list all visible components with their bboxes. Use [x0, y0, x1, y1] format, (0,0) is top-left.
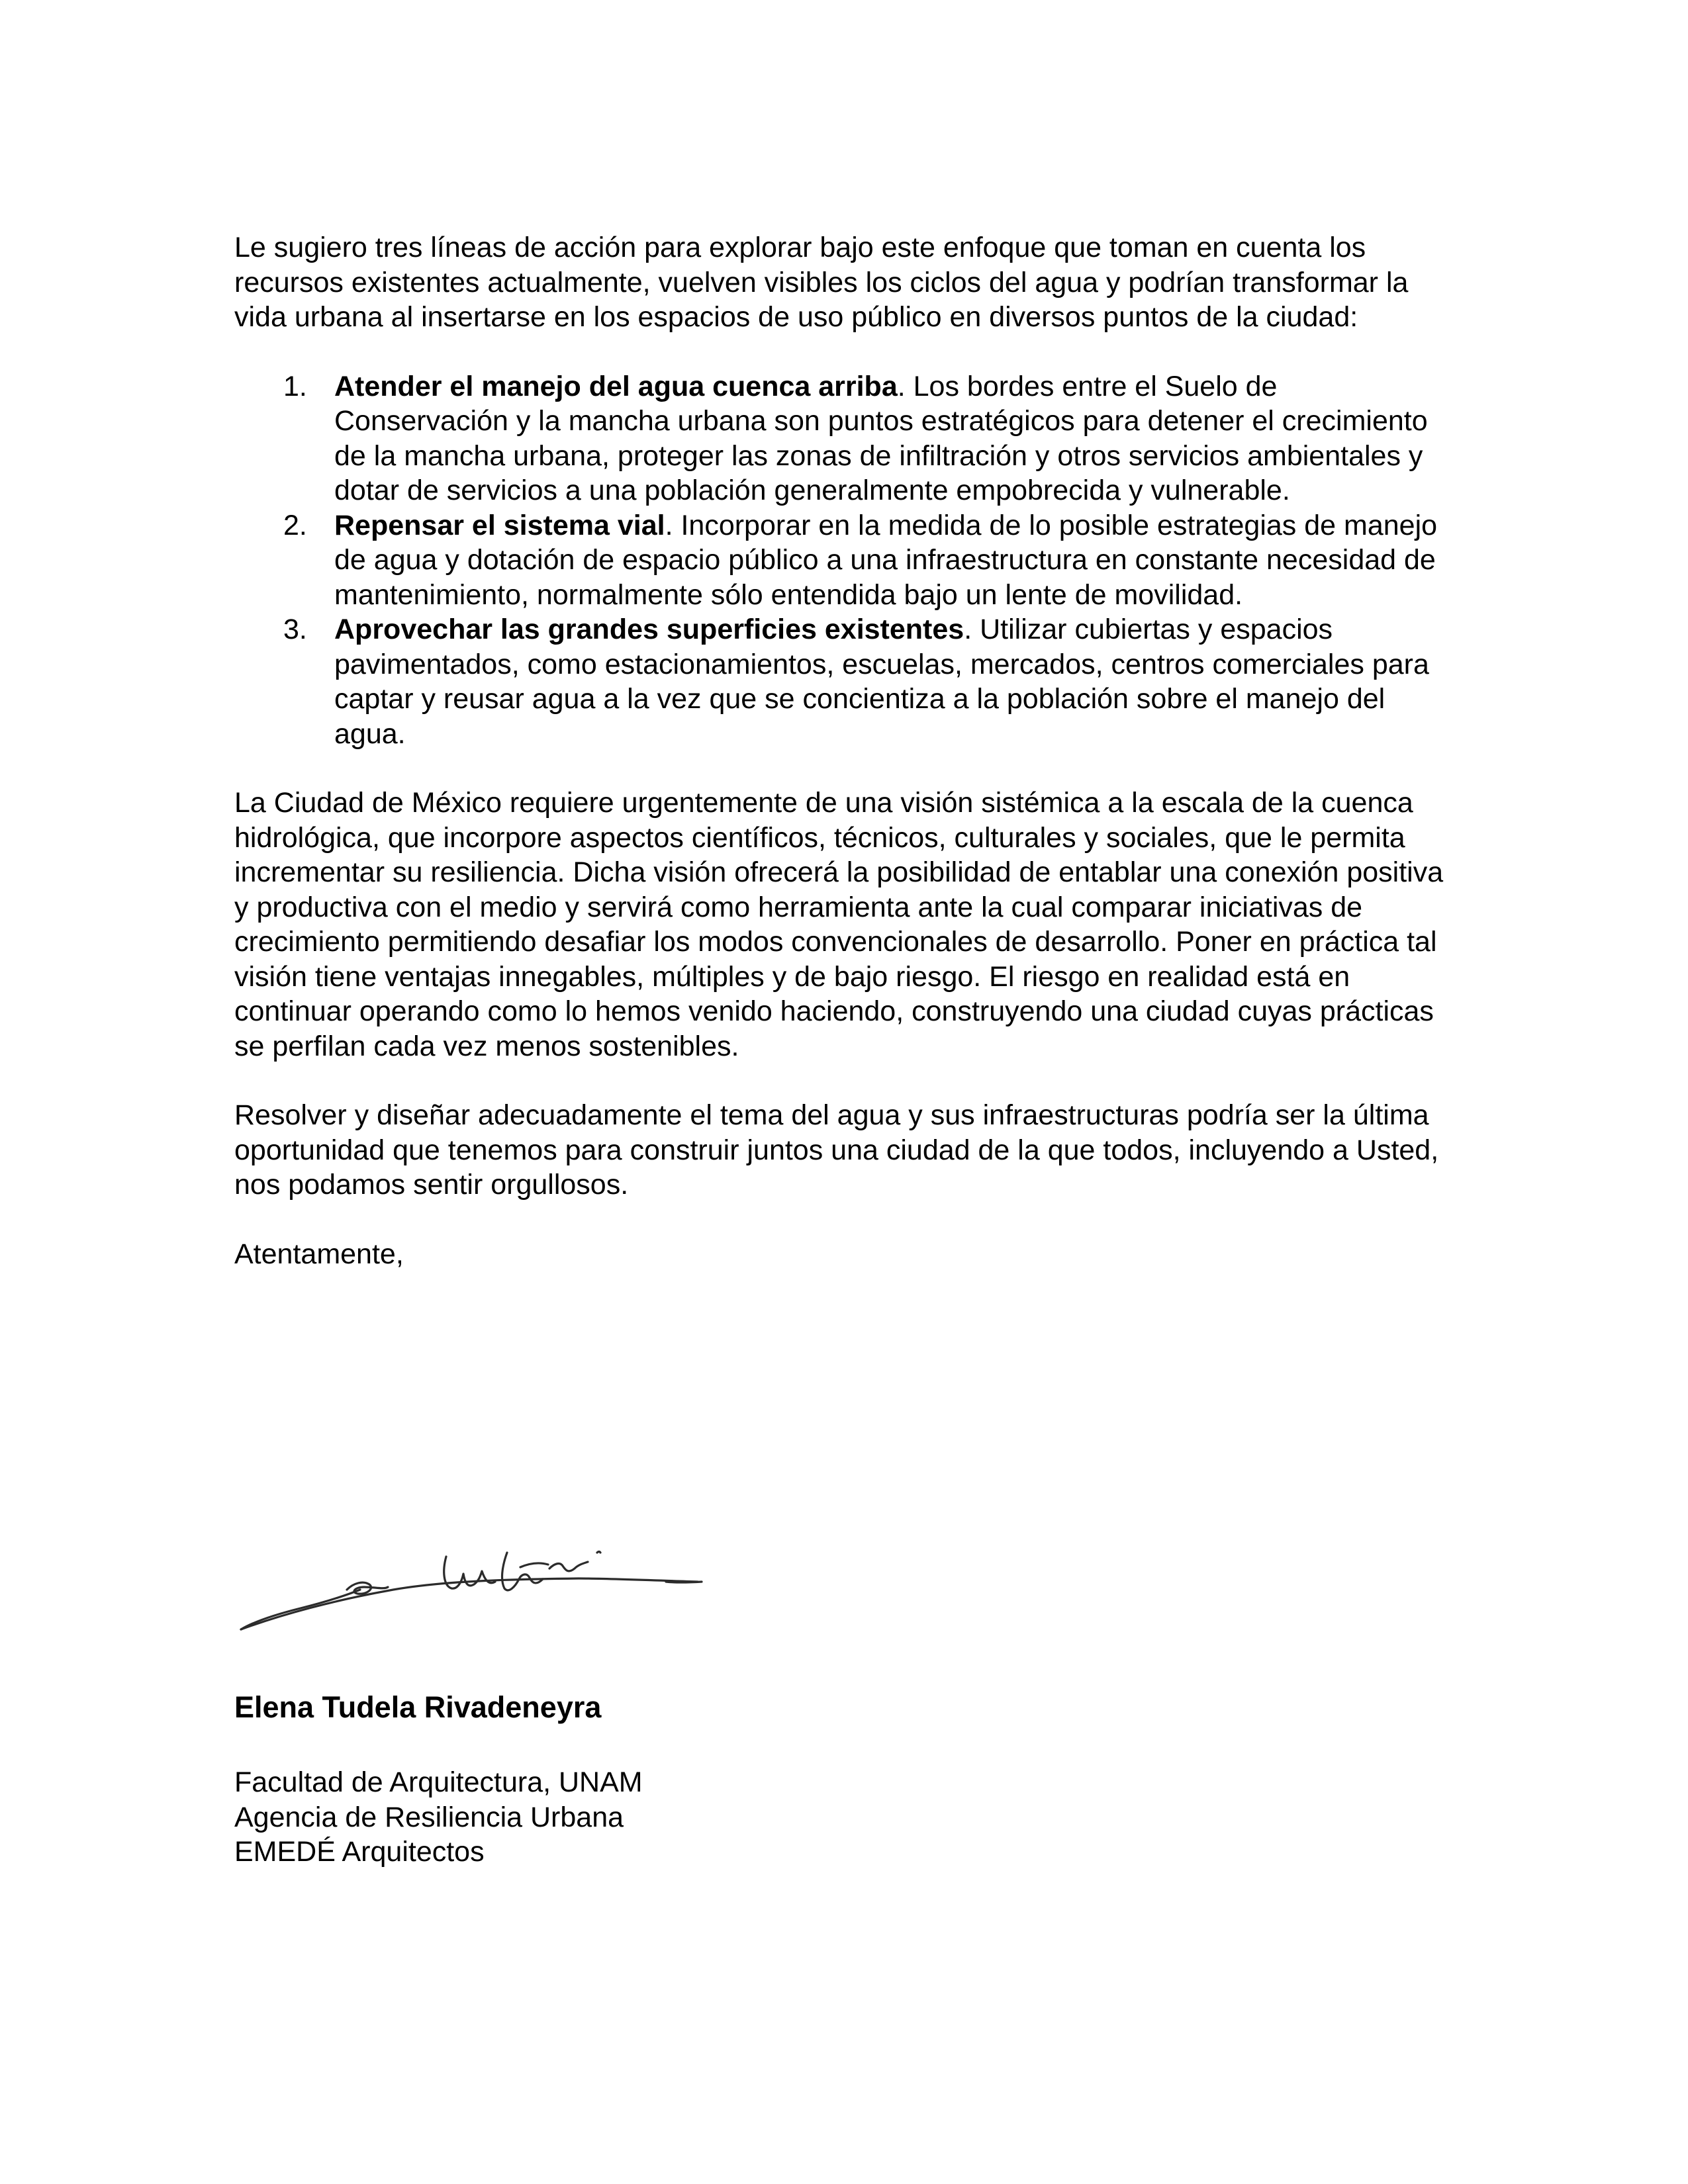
intro-paragraph: Le sugiero tres líneas de acción para explorar bajo este enfoque que toman en cuenta los recursos existentes actualmente, vuelven visibles los ciclos del agua y podrían transformar la vida urbana al insertarse en los espacios de uso público en diversos puntos de la ciudad: — [234, 232, 1409, 333]
affiliation-line: Agencia de Resiliencia Urbana — [234, 1801, 624, 1833]
action-item-2 — [234, 508, 1459, 613]
signer-name: Elena Tudela Rivadeneyra — [234, 1690, 602, 1724]
affiliations-block — [234, 1765, 643, 1870]
action-title: Aprovechar las grandes superficies existentes — [334, 614, 964, 645]
vision-paragraph: La Ciudad de México requiere urgentemente de una visión sistémica a la escala de la cuenca hidrológica, que incorpore aspectos científicos, técnicos, culturales y sociales, que le permita incrementar su resiliencia. Dicha visión ofrecerá la posibilidad de entablar una conexión positiva y productiva con el medio y servirá como herramienta ante la cual comparar iniciativas de crecimiento permitiendo desafiar los modos convencionales de desarrollo. Poner en práctica tal visión tiene ventajas innegables, múltiples y de bajo riesgo. El riesgo en realidad está en continuar operando como lo hemos venido haciendo, construyendo una ciudad cuyas prácticas se perfilan cada vez menos sostenibles. — [234, 787, 1444, 1062]
handwritten-signature — [234, 1516, 711, 1648]
action-item-3 — [234, 612, 1459, 751]
action-text: . Utilizar cubiertas y espacios pavimentados, como estacionamientos, escuelas, mercados, centros comerciales para captar y reusar agua a la vez que se concientiza a la población sobre el manejo del agua. — [334, 614, 1429, 750]
action-text: . Incorporar en la medida de lo posible estrategias de manejo de agua y dotación de espacio público a una infraestructura en constante necesidad de mantenimiento, normalmente sólo entendida bajo un lente de movilidad. — [334, 509, 1438, 611]
action-number: 3. — [283, 614, 307, 645]
action-number: 2. — [283, 509, 307, 541]
closing-salutation: Atentamente, — [234, 1238, 404, 1270]
letter-body — [234, 230, 1459, 1271]
resolve-paragraph: Resolver y diseñar adecuadamente el tema del agua y sus infraestructuras podría ser la última oportunidad que tenemos para construir juntos una ciudad de la que todos, incluyendo a Usted, nos podamos sentir orgullosos. — [234, 1099, 1439, 1201]
action-item-1 — [234, 369, 1459, 508]
affiliation-line: EMEDÉ Arquitectos — [234, 1836, 485, 1868]
affiliation-line: Facultad de Arquitectura, UNAM — [234, 1766, 643, 1798]
action-title: Repensar el sistema vial — [334, 509, 665, 541]
action-title: Atender el manejo del agua cuenca arriba — [334, 370, 898, 402]
action-number: 1. — [283, 370, 307, 402]
action-text: . Los bordes entre el Suelo de Conservación y la mancha urbana son puntos estratégicos para detener el crecimiento de la mancha urbana, proteger las zonas de infiltración y otros servicios ambientales y dotar de servicios a una población generalmente empobrecida y vulnerable. — [334, 370, 1428, 506]
action-list — [234, 369, 1459, 752]
